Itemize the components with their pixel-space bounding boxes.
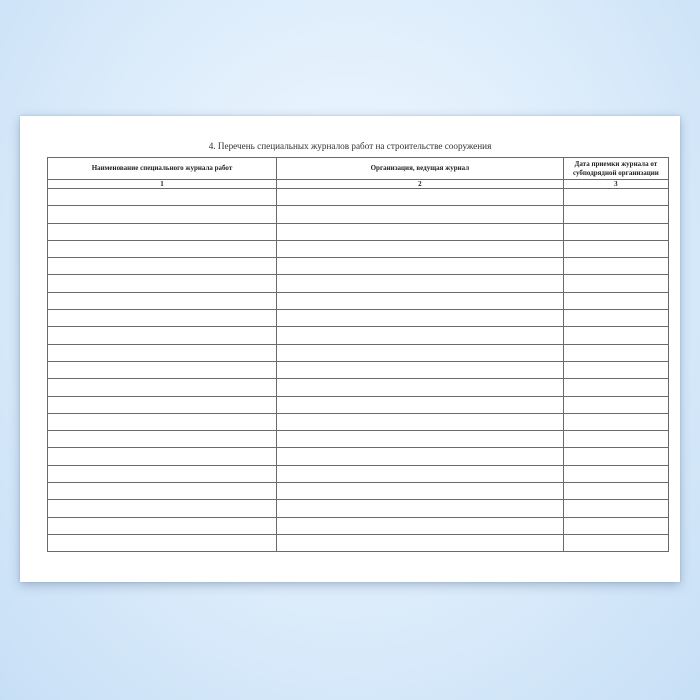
table-row xyxy=(48,396,669,413)
table-cell xyxy=(563,379,668,396)
table-row xyxy=(48,413,669,430)
table-cell xyxy=(563,258,668,275)
table-cell xyxy=(48,361,277,378)
table-cell xyxy=(277,361,564,378)
table-cell xyxy=(48,379,277,396)
table-row xyxy=(48,275,669,292)
table-cell xyxy=(563,517,668,534)
table-cell xyxy=(48,223,277,240)
table-cell xyxy=(563,361,668,378)
table-row xyxy=(48,310,669,327)
table-cell xyxy=(48,344,277,361)
header-journal-name: Наименование специального журнала работ xyxy=(48,158,277,180)
table-cell xyxy=(563,448,668,465)
table-header-row xyxy=(48,158,669,180)
table-cell xyxy=(563,344,668,361)
journal-table xyxy=(47,157,669,552)
table-row xyxy=(48,344,669,361)
table-row xyxy=(48,483,669,500)
header-organization: Организация, ведущая журнал xyxy=(277,158,564,180)
table-cell xyxy=(277,396,564,413)
table-cell xyxy=(48,448,277,465)
table-cell xyxy=(48,396,277,413)
table-row xyxy=(48,517,669,534)
table-row xyxy=(48,448,669,465)
table-cell xyxy=(563,240,668,257)
table-cell xyxy=(277,258,564,275)
table-cell xyxy=(277,292,564,309)
table-cell xyxy=(563,310,668,327)
table-cell xyxy=(563,275,668,292)
table-cell xyxy=(48,413,277,430)
document-sheet xyxy=(20,116,680,582)
table-cell xyxy=(48,292,277,309)
table-cell xyxy=(277,189,564,206)
table-cell xyxy=(563,465,668,482)
column-number-row xyxy=(48,180,669,189)
table-row xyxy=(48,240,669,257)
table-row xyxy=(48,500,669,517)
table-cell xyxy=(563,223,668,240)
table-row xyxy=(48,431,669,448)
table-cell xyxy=(48,310,277,327)
table-cell xyxy=(48,465,277,482)
column-number: 1 xyxy=(48,180,277,189)
table-cell xyxy=(277,448,564,465)
table-cell xyxy=(48,517,277,534)
table-row xyxy=(48,258,669,275)
table-cell xyxy=(563,483,668,500)
table-cell xyxy=(48,189,277,206)
table-cell xyxy=(48,275,277,292)
table-cell xyxy=(277,534,564,551)
table-body xyxy=(48,189,669,552)
table-cell xyxy=(277,327,564,344)
table-row xyxy=(48,327,669,344)
table-cell xyxy=(563,292,668,309)
table-cell xyxy=(277,275,564,292)
table-cell xyxy=(277,379,564,396)
table-cell xyxy=(277,517,564,534)
table-cell xyxy=(277,500,564,517)
table-cell xyxy=(48,534,277,551)
table-cell xyxy=(277,431,564,448)
table-cell xyxy=(48,258,277,275)
table-cell xyxy=(563,413,668,430)
table-row xyxy=(48,292,669,309)
table-cell xyxy=(563,500,668,517)
table-cell xyxy=(563,327,668,344)
table-row xyxy=(48,361,669,378)
table-cell xyxy=(277,465,564,482)
table-cell xyxy=(277,240,564,257)
table-cell xyxy=(277,206,564,223)
table-row xyxy=(48,379,669,396)
table-row xyxy=(48,534,669,551)
table-row xyxy=(48,223,669,240)
table-cell xyxy=(563,189,668,206)
table-cell xyxy=(48,206,277,223)
table-cell xyxy=(563,534,668,551)
table-cell xyxy=(48,327,277,344)
table-row xyxy=(48,465,669,482)
header-acceptance-date: Дата приемки журнала от субподрядной организации xyxy=(563,158,668,180)
table-cell xyxy=(563,206,668,223)
table-cell xyxy=(48,431,277,448)
table-cell xyxy=(277,223,564,240)
table-row xyxy=(48,206,669,223)
column-number: 2 xyxy=(277,180,564,189)
table-cell xyxy=(48,483,277,500)
document-title: 4. Перечень специальных журналов работ на строительстве сооружения xyxy=(208,141,492,151)
table-cell xyxy=(277,344,564,361)
table-cell xyxy=(563,431,668,448)
table-cell xyxy=(277,310,564,327)
table-cell xyxy=(48,500,277,517)
table-cell xyxy=(277,483,564,500)
table-row xyxy=(48,189,669,206)
table-cell xyxy=(48,240,277,257)
table-cell xyxy=(563,396,668,413)
column-number: 3 xyxy=(563,180,668,189)
table-cell xyxy=(277,413,564,430)
